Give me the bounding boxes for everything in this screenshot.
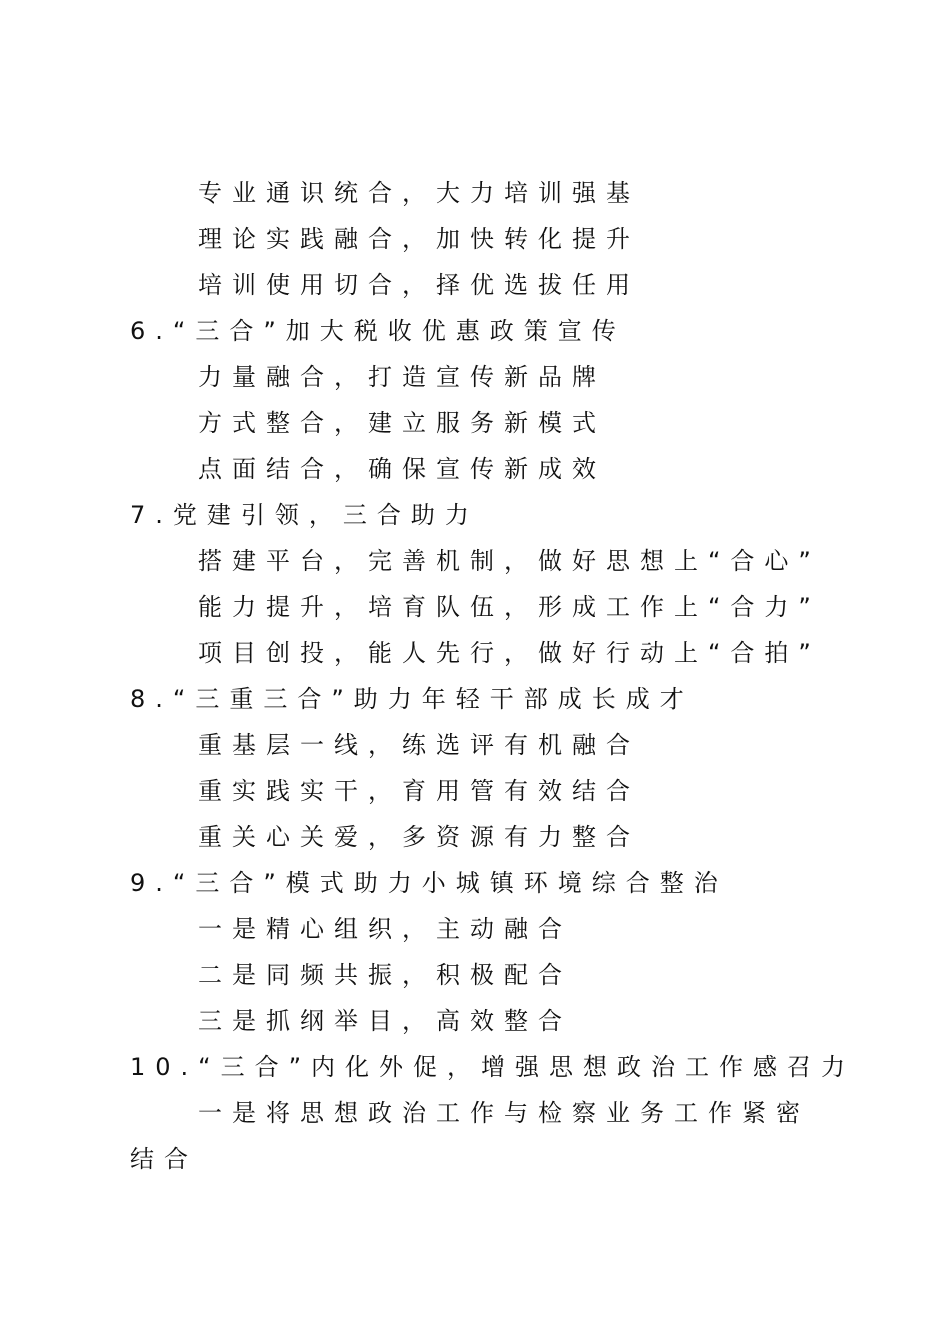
- body-line: 力量融合，打造宣传新品牌: [198, 363, 606, 391]
- body-paragraph: 一是将思想政治工作与检察业务工作紧密结合: [130, 1099, 810, 1173]
- section-heading: 10.“三合”内化外促，增强思想政治工作感召力: [130, 1053, 856, 1081]
- body-line: 项目创投，能人先行，做好行动上“合拍”: [198, 639, 821, 667]
- body-line: 重关心关爱，多资源有力整合: [198, 823, 640, 851]
- body-line: 搭建平台，完善机制，做好思想上“合心”: [198, 547, 821, 575]
- section-heading: 8.“三重三合”助力年轻干部成长成才: [130, 685, 694, 713]
- body-line: 点面结合，确保宣传新成效: [198, 455, 606, 483]
- body-line: 二是同频共振，积极配合: [198, 961, 572, 989]
- section-heading: 9.“三合”模式助力小城镇环境综合整治: [130, 869, 728, 897]
- body-line: 一是精心组织，主动融合: [198, 915, 572, 943]
- body-line: 能力提升，培育队伍，形成工作上“合力”: [198, 593, 821, 621]
- body-line: 重基层一线，练选评有机融合: [198, 731, 640, 759]
- section-heading: 6.“三合”加大税收优惠政策宣传: [130, 317, 626, 345]
- body-line: 三是抓纲举目，高效整合: [198, 1007, 572, 1035]
- body-line: 理论实践融合，加快转化提升: [198, 225, 640, 253]
- body-line: 重实践实干，育用管有效结合: [198, 777, 640, 805]
- section-heading: 7.党建引领，三合助力: [130, 501, 479, 529]
- body-line: 方式整合，建立服务新模式: [198, 409, 606, 437]
- document-body: [130, 170, 856, 1182]
- body-line: 培训使用切合，择优选拔任用: [198, 271, 640, 299]
- body-line: 专业通识统合，大力培训强基: [198, 179, 640, 207]
